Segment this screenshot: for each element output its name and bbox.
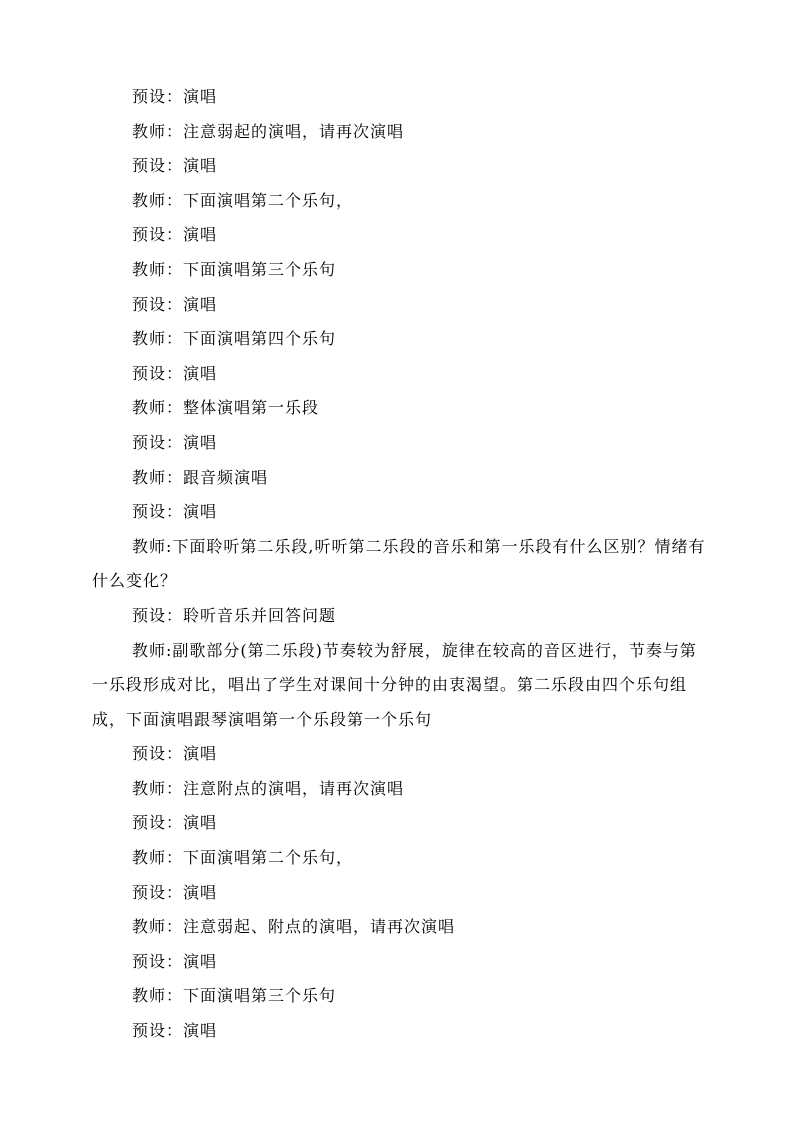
paragraph: 预设：演唱 xyxy=(132,813,218,833)
paragraph: 预设：演唱 xyxy=(132,87,218,106)
paragraph: 预设：演唱 xyxy=(132,432,218,452)
paragraph: 教师:副歌部分(第二乐段)节奏较为舒展，旋律在较高的音区进行，节奏与第一乐段形成对比，唱出了学生对课间十分钟的由衷渴望。第二乐段由四个乐句组成，下面演唱跟琴演唱第一个乐段第一个乐句 xyxy=(92,640,697,729)
paragraph: 教师：下面演唱第二个乐句， xyxy=(132,190,354,210)
paragraph: 教师：下面演唱第四个乐句 xyxy=(132,329,337,349)
paragraph: 教师：注意弱起的演唱，请再次演唱 xyxy=(132,121,405,141)
paragraph: 教师：下面演唱第二个乐句， xyxy=(132,848,354,868)
document-body xyxy=(92,80,712,1049)
paragraph: 预设：演唱 xyxy=(132,294,218,314)
paragraph: 教师：注意弱起、附点的演唱，请再次演唱 xyxy=(132,917,456,937)
paragraph: 预设：演唱 xyxy=(132,502,218,522)
paragraph: 教师：跟音频演唱 xyxy=(132,467,269,487)
paragraph: 预设：演唱 xyxy=(132,1021,218,1041)
paragraph: 预设：演唱 xyxy=(132,744,218,764)
paragraph: 教师：注意附点的演唱，请再次演唱 xyxy=(132,778,405,798)
paragraph: 教师:下面聆听第二乐段,听听第二乐段的音乐和第一乐段有什么区别？情绪有什么变化？ xyxy=(92,536,706,591)
paragraph: 教师：整体演唱第一乐段 xyxy=(132,398,320,418)
paragraph: 预设：演唱 xyxy=(132,363,218,383)
paragraph: 预设：演唱 xyxy=(132,225,218,245)
paragraph: 教师：下面演唱第三个乐句 xyxy=(132,259,337,279)
paragraph: 预设：演唱 xyxy=(132,156,218,176)
paragraph: 预设：演唱 xyxy=(132,951,218,971)
paragraph: 预设：聆听音乐并回答问题 xyxy=(132,605,337,625)
paragraph: 预设：演唱 xyxy=(132,882,218,902)
paragraph: 教师：下面演唱第三个乐句 xyxy=(132,986,337,1006)
